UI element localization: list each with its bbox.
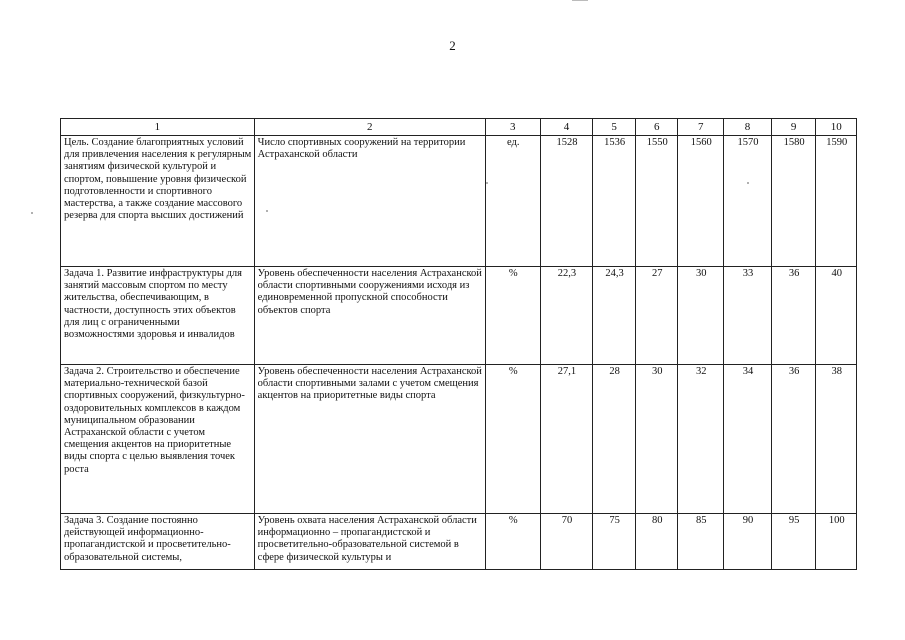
- value-cell: 36: [771, 365, 816, 514]
- value-cell: 1580: [771, 136, 816, 267]
- header-cell: 4: [540, 119, 593, 136]
- value-cell: 24,3: [593, 267, 636, 365]
- scan-speck: [266, 210, 268, 212]
- header-cell: 9: [771, 119, 816, 136]
- value-cell: 1570: [724, 136, 772, 267]
- value-cell: 70: [540, 514, 593, 570]
- value-cell: 22,3: [540, 267, 593, 365]
- value-cell: 30: [635, 365, 678, 514]
- value-cell: 33: [724, 267, 772, 365]
- value-cell: 27,1: [540, 365, 593, 514]
- scan-speck: [31, 212, 33, 214]
- value-cell: 1590: [816, 136, 857, 267]
- header-cell: 5: [593, 119, 636, 136]
- value-cell: 1550: [635, 136, 678, 267]
- value-cell: 38: [816, 365, 857, 514]
- scan-mark: [572, 0, 588, 1]
- task-cell: Задача 3. Создание постоянно действующей информационно-пропагандистской и просветительно-образовательной системы,: [61, 514, 255, 570]
- value-cell: 28: [593, 365, 636, 514]
- indicator-cell: Уровень охвата населения Астраханской области информационно – пропагандистской и просветительно-образовательной системой в сфере физической культуры и: [254, 514, 485, 570]
- header-cell: 10: [816, 119, 857, 136]
- value-cell: 32: [678, 365, 724, 514]
- value-cell: 27: [635, 267, 678, 365]
- unit-cell: %: [485, 365, 540, 514]
- task-cell: Задача 2. Строительство и обеспечение материально-технической базой спортивных сооружений, физкультурно-оздоровительных комплексов в каждом муниципальном образовании Астраханской области с учетом смещения акцентов на приоритетные виды спорта с целью выявления точек роста: [61, 365, 255, 514]
- table-row: [61, 514, 857, 570]
- value-cell: 80: [635, 514, 678, 570]
- value-cell: 75: [593, 514, 636, 570]
- scan-speck: [747, 182, 749, 184]
- value-cell: 1536: [593, 136, 636, 267]
- value-cell: 1528: [540, 136, 593, 267]
- header-cell: 3: [485, 119, 540, 136]
- indicator-cell: Число спортивных сооружений на территории Астраханской области: [254, 136, 485, 267]
- value-cell: 40: [816, 267, 857, 365]
- unit-cell: ед.: [485, 136, 540, 267]
- value-cell: 95: [771, 514, 816, 570]
- table-row: [61, 267, 857, 365]
- header-cell: 2: [254, 119, 485, 136]
- scan-speck: [486, 182, 488, 184]
- value-cell: 1560: [678, 136, 724, 267]
- value-cell: 85: [678, 514, 724, 570]
- indicators-table: [60, 118, 857, 570]
- value-cell: 34: [724, 365, 772, 514]
- table-row: [61, 365, 857, 514]
- value-cell: 90: [724, 514, 772, 570]
- indicator-cell: Уровень обеспеченности населения Астраханской области спортивными сооружениями исходя из единовременной пропускной способности объектов спорта: [254, 267, 485, 365]
- header-cell: 6: [635, 119, 678, 136]
- page-number: 2: [449, 38, 456, 53]
- value-cell: 30: [678, 267, 724, 365]
- header-cell: 8: [724, 119, 772, 136]
- unit-cell: %: [485, 514, 540, 570]
- value-cell: 36: [771, 267, 816, 365]
- header-cell: 1: [61, 119, 255, 136]
- value-cell: 100: [816, 514, 857, 570]
- header-cell: 7: [678, 119, 724, 136]
- table-header-row: [61, 119, 857, 136]
- table-row: [61, 136, 857, 267]
- task-cell: Цель. Создание благоприятных условий для привлечения населения к регулярным занятиям физической культурой и спортом, повышение уровня физической подготовленности и спортивного мастерства, а также создание массового резерва для спорта высших достижений: [61, 136, 255, 267]
- task-cell: Задача 1. Развитие инфраструктуры для занятий массовым спортом по месту жительства, обеспечивающим, в частности, доступность этих объектов для лиц с ограниченными возможностями здоровья и инвалидов: [61, 267, 255, 365]
- unit-cell: %: [485, 267, 540, 365]
- indicator-cell: Уровень обеспеченности населения Астраханской области спортивными залами с учетом смещения акцентов на приоритетные виды спорта: [254, 365, 485, 514]
